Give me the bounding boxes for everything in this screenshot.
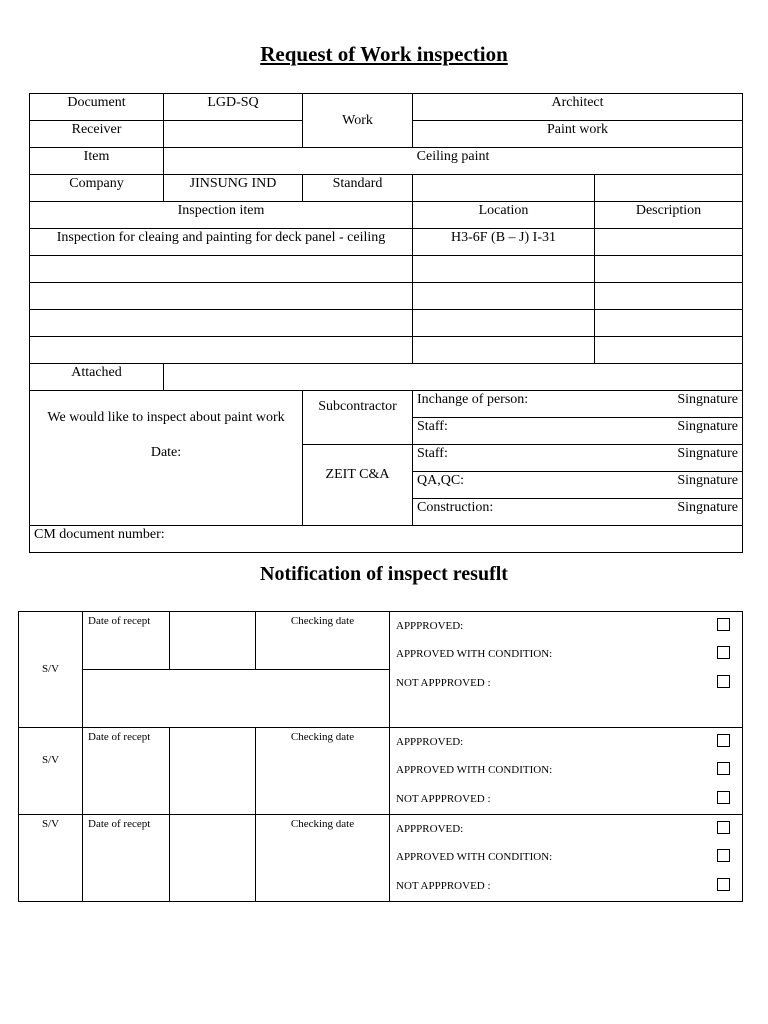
table-row	[30, 337, 743, 364]
signature-role: Staff:	[417, 419, 448, 434]
inspection-item-empty[interactable]	[30, 310, 413, 337]
standard-label: Standard	[303, 175, 413, 202]
date-of-receipt-label: Date of recept	[83, 612, 170, 670]
not-approved-label: NOT APPPROVED :	[396, 792, 491, 805]
approved-checkbox[interactable]	[717, 618, 730, 631]
inspection-item-empty[interactable]	[30, 283, 413, 310]
signature-role: Construction:	[417, 500, 494, 515]
approved-label: APPPROVED:	[396, 735, 464, 748]
location-empty[interactable]	[413, 256, 595, 283]
signature-row	[413, 472, 743, 499]
approved-label: APPPROVED:	[396, 822, 464, 835]
standard-value[interactable]	[413, 175, 595, 202]
approved-with-condition-label: APPROVED WITH CONDITION:	[396, 764, 553, 777]
date-of-receipt-value[interactable]	[170, 814, 256, 901]
table-row	[30, 256, 743, 283]
signature-role: Staff:	[417, 446, 448, 461]
notification-table	[18, 611, 743, 902]
inspection-item-empty[interactable]	[30, 337, 413, 364]
approved-checkbox[interactable]	[717, 821, 730, 834]
checking-date-label: Checking date	[256, 728, 390, 815]
sv-label: S/V	[19, 728, 83, 815]
not-approved-checkbox[interactable]	[717, 791, 730, 804]
inspection-item-value: Inspection for cleaing and painting for deck panel - ceiling	[30, 229, 413, 256]
location-empty[interactable]	[413, 283, 595, 310]
signature-role: QA,QC:	[417, 473, 465, 488]
signature-role: Inchange of person:	[417, 392, 529, 407]
receiver-label: Receiver	[30, 121, 164, 148]
location-empty[interactable]	[413, 310, 595, 337]
approved-with-condition-label: APPROVED WITH CONDITION:	[396, 648, 553, 661]
item-label: Item	[30, 148, 164, 175]
description-empty[interactable]	[595, 256, 743, 283]
date-of-receipt-value[interactable]	[170, 612, 256, 670]
date-label: Date:	[150, 445, 182, 460]
item-value: Ceiling paint	[164, 148, 743, 175]
sv-label: S/V	[19, 814, 83, 901]
approved-checkbox[interactable]	[717, 734, 730, 747]
location-value: H3-6F (B – J) I-31	[413, 229, 595, 256]
not-approved-checkbox[interactable]	[717, 878, 730, 891]
location-empty[interactable]	[413, 337, 595, 364]
approved-label: APPPROVED:	[396, 619, 464, 632]
attached-label: Attached	[30, 364, 164, 391]
approval-options	[390, 728, 743, 815]
standard-extra[interactable]	[595, 175, 743, 202]
signature-field[interactable]: Singnature	[677, 500, 738, 515]
not-approved-label: NOT APPPROVED :	[396, 879, 491, 892]
description-header: Description	[595, 202, 743, 229]
not-approved-checkbox[interactable]	[717, 675, 730, 688]
date-of-receipt-label: Date of recept	[83, 728, 170, 815]
company-label: Company	[30, 175, 164, 202]
inspect-request-cell	[30, 391, 303, 526]
cm-document-number[interactable]: CM document number:	[30, 526, 743, 553]
signature-row	[413, 445, 743, 472]
signature-field[interactable]: Singnature	[677, 473, 738, 488]
inspect-text: We would like to inspect about paint work	[47, 410, 285, 425]
request-table	[29, 93, 743, 553]
signature-field[interactable]: Singnature	[677, 419, 738, 434]
document-value: LGD-SQ	[164, 94, 303, 121]
work-label: Work	[303, 94, 413, 148]
checking-date-label: Checking date	[256, 612, 390, 670]
remarks-cell[interactable]	[83, 670, 390, 728]
date-of-receipt-label: Date of recept	[83, 814, 170, 901]
approval-options	[390, 612, 743, 728]
approved-with-condition-checkbox[interactable]	[717, 849, 730, 862]
not-approved-label: NOT APPPROVED :	[396, 676, 491, 689]
page-title: Request of Work inspection	[260, 42, 508, 66]
inspection-item-empty[interactable]	[30, 256, 413, 283]
description-empty[interactable]	[595, 337, 743, 364]
approved-with-condition-checkbox[interactable]	[717, 646, 730, 659]
receiver-value[interactable]	[164, 121, 303, 148]
company-value: JINSUNG IND	[164, 175, 303, 202]
paint-work-value: Paint work	[413, 121, 743, 148]
description-empty[interactable]	[595, 283, 743, 310]
location-header: Location	[413, 202, 595, 229]
approval-options	[390, 814, 743, 901]
signature-field[interactable]: Singnature	[677, 392, 738, 407]
inspection-item-header: Inspection item	[30, 202, 413, 229]
notification-title: Notification of inspect resuflt	[260, 563, 508, 585]
table-row	[30, 310, 743, 337]
date-of-receipt-value[interactable]	[170, 728, 256, 815]
signature-row	[413, 391, 743, 418]
approved-with-condition-checkbox[interactable]	[717, 762, 730, 775]
document-label: Document	[30, 94, 164, 121]
description-empty[interactable]	[595, 310, 743, 337]
description-value[interactable]	[595, 229, 743, 256]
attached-value[interactable]	[164, 364, 743, 391]
subcontractor-label: Subcontractor	[303, 391, 413, 445]
table-row	[30, 283, 743, 310]
contractor-label: ZEIT C&A	[303, 445, 413, 526]
signature-row	[413, 499, 743, 526]
checking-date-label: Checking date	[256, 814, 390, 901]
signature-row	[413, 418, 743, 445]
signature-field[interactable]: Singnature	[677, 446, 738, 461]
architect-label: Architect	[413, 94, 743, 121]
sv-label: S/V	[19, 612, 83, 728]
approved-with-condition-label: APPROVED WITH CONDITION:	[396, 851, 553, 864]
